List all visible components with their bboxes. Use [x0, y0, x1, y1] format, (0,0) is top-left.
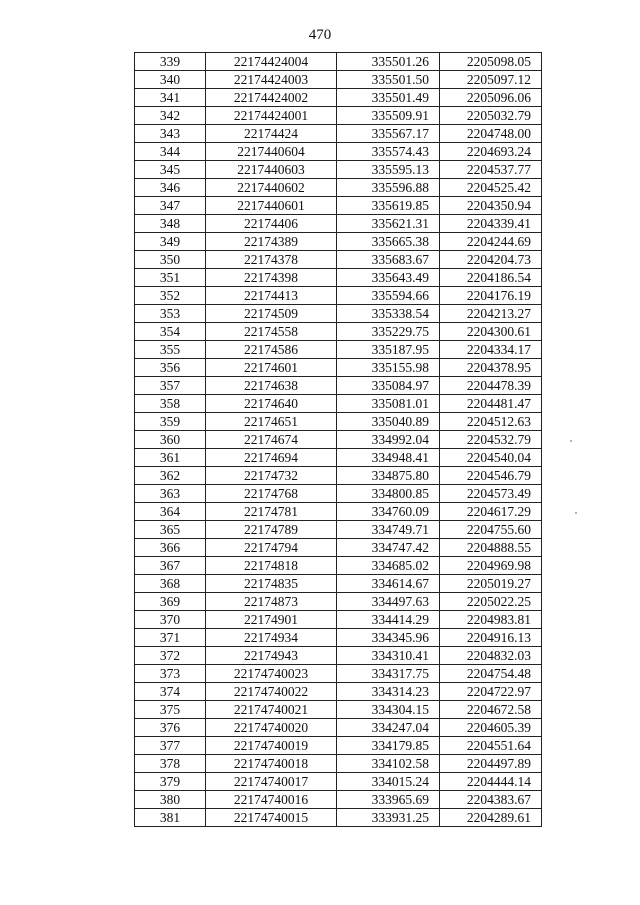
x-coordinate-cell: 335596.88	[337, 179, 440, 197]
point-id-cell: 22174424004	[206, 53, 337, 71]
table-row	[135, 143, 542, 161]
x-coordinate-cell: 335155.98	[337, 359, 440, 377]
y-coordinate-cell: 2204754.48	[440, 665, 542, 683]
x-coordinate-cell: 334304.15	[337, 701, 440, 719]
table-row	[135, 215, 542, 233]
point-id-cell: 22174740022	[206, 683, 337, 701]
row-number-cell: 342	[135, 107, 206, 125]
table-row	[135, 359, 542, 377]
x-coordinate-cell: 335040.89	[337, 413, 440, 431]
row-number-cell: 353	[135, 305, 206, 323]
x-coordinate-cell: 334875.80	[337, 467, 440, 485]
row-number-cell: 347	[135, 197, 206, 215]
row-number-cell: 343	[135, 125, 206, 143]
y-coordinate-cell: 2205098.05	[440, 53, 542, 71]
point-id-cell: 22174424	[206, 125, 337, 143]
y-coordinate-cell: 2205096.06	[440, 89, 542, 107]
y-coordinate-cell: 2204832.03	[440, 647, 542, 665]
table-row	[135, 107, 542, 125]
table-row	[135, 503, 542, 521]
row-number-cell: 381	[135, 809, 206, 827]
row-number-cell: 377	[135, 737, 206, 755]
x-coordinate-cell: 335501.49	[337, 89, 440, 107]
row-number-cell: 348	[135, 215, 206, 233]
point-id-cell: 22174934	[206, 629, 337, 647]
point-id-cell: 22174398	[206, 269, 337, 287]
x-coordinate-cell: 335229.75	[337, 323, 440, 341]
row-number-cell: 352	[135, 287, 206, 305]
y-coordinate-cell: 2204693.24	[440, 143, 542, 161]
point-id-cell: 22174389	[206, 233, 337, 251]
point-id-cell: 22174424003	[206, 71, 337, 89]
point-id-cell: 22174740018	[206, 755, 337, 773]
point-id-cell: 22174740016	[206, 791, 337, 809]
point-id-cell: 22174818	[206, 557, 337, 575]
y-coordinate-cell: 2204176.19	[440, 287, 542, 305]
row-number-cell: 356	[135, 359, 206, 377]
point-id-cell: 22174694	[206, 449, 337, 467]
point-id-cell: 22174835	[206, 575, 337, 593]
point-id-cell: 22174558	[206, 323, 337, 341]
point-id-cell: 22174873	[206, 593, 337, 611]
table-row	[135, 89, 542, 107]
table-row	[135, 755, 542, 773]
row-number-cell: 379	[135, 773, 206, 791]
point-id-cell: 22174638	[206, 377, 337, 395]
y-coordinate-cell: 2204525.42	[440, 179, 542, 197]
coordinates-table	[134, 52, 542, 827]
row-number-cell: 368	[135, 575, 206, 593]
point-id-cell: 22174413	[206, 287, 337, 305]
point-id-cell: 22174424001	[206, 107, 337, 125]
row-number-cell: 355	[135, 341, 206, 359]
row-number-cell: 372	[135, 647, 206, 665]
point-id-cell: 22174740020	[206, 719, 337, 737]
point-id-cell: 22174740021	[206, 701, 337, 719]
x-coordinate-cell: 334760.09	[337, 503, 440, 521]
row-number-cell: 346	[135, 179, 206, 197]
table-row	[135, 521, 542, 539]
y-coordinate-cell: 2205097.12	[440, 71, 542, 89]
x-coordinate-cell: 335619.85	[337, 197, 440, 215]
row-number-cell: 344	[135, 143, 206, 161]
x-coordinate-cell: 335187.95	[337, 341, 440, 359]
row-number-cell: 349	[135, 233, 206, 251]
y-coordinate-cell: 2205019.27	[440, 575, 542, 593]
y-coordinate-cell: 2205032.79	[440, 107, 542, 125]
y-coordinate-cell: 2204289.61	[440, 809, 542, 827]
table-row	[135, 161, 542, 179]
x-coordinate-cell: 334747.42	[337, 539, 440, 557]
point-id-cell: 22174794	[206, 539, 337, 557]
row-number-cell: 359	[135, 413, 206, 431]
y-coordinate-cell: 2204300.61	[440, 323, 542, 341]
table-row	[135, 467, 542, 485]
y-coordinate-cell: 2204350.94	[440, 197, 542, 215]
y-coordinate-cell: 2204478.39	[440, 377, 542, 395]
x-coordinate-cell: 334414.29	[337, 611, 440, 629]
point-id-cell: 22174674	[206, 431, 337, 449]
x-coordinate-cell: 333931.25	[337, 809, 440, 827]
row-number-cell: 340	[135, 71, 206, 89]
x-coordinate-cell: 335665.38	[337, 233, 440, 251]
row-number-cell: 363	[135, 485, 206, 503]
table-row	[135, 557, 542, 575]
table-row	[135, 287, 542, 305]
row-number-cell: 380	[135, 791, 206, 809]
row-number-cell: 369	[135, 593, 206, 611]
y-coordinate-cell: 2205022.25	[440, 593, 542, 611]
point-id-cell: 22174740017	[206, 773, 337, 791]
table-row	[135, 125, 542, 143]
point-id-cell: 22174901	[206, 611, 337, 629]
table-row	[135, 449, 542, 467]
x-coordinate-cell: 335643.49	[337, 269, 440, 287]
row-number-cell: 378	[135, 755, 206, 773]
coordinates-table-body	[135, 53, 542, 827]
point-id-cell: 22174740023	[206, 665, 337, 683]
x-coordinate-cell: 334948.41	[337, 449, 440, 467]
row-number-cell: 364	[135, 503, 206, 521]
point-id-cell: 22174640	[206, 395, 337, 413]
table-row	[135, 269, 542, 287]
x-coordinate-cell: 335501.50	[337, 71, 440, 89]
table-row	[135, 323, 542, 341]
x-coordinate-cell: 335509.91	[337, 107, 440, 125]
x-coordinate-cell: 333965.69	[337, 791, 440, 809]
table-row	[135, 377, 542, 395]
table-row	[135, 683, 542, 701]
table-row	[135, 71, 542, 89]
row-number-cell: 365	[135, 521, 206, 539]
y-coordinate-cell: 2204755.60	[440, 521, 542, 539]
x-coordinate-cell: 335084.97	[337, 377, 440, 395]
x-coordinate-cell: 335594.66	[337, 287, 440, 305]
table-row	[135, 413, 542, 431]
table-row	[135, 431, 542, 449]
x-coordinate-cell: 334749.71	[337, 521, 440, 539]
y-coordinate-cell: 2204573.49	[440, 485, 542, 503]
table-row	[135, 611, 542, 629]
point-id-cell: 22174424002	[206, 89, 337, 107]
point-id-cell: 22174789	[206, 521, 337, 539]
table-row	[135, 395, 542, 413]
point-id-cell: 22174586	[206, 341, 337, 359]
scan-speck	[575, 512, 577, 514]
table-row	[135, 737, 542, 755]
row-number-cell: 345	[135, 161, 206, 179]
table-row	[135, 593, 542, 611]
y-coordinate-cell: 2204444.14	[440, 773, 542, 791]
point-id-cell: 22174378	[206, 251, 337, 269]
y-coordinate-cell: 2204497.89	[440, 755, 542, 773]
point-id-cell: 2217440604	[206, 143, 337, 161]
row-number-cell: 362	[135, 467, 206, 485]
y-coordinate-cell: 2204481.47	[440, 395, 542, 413]
point-id-cell: 22174781	[206, 503, 337, 521]
table-row	[135, 251, 542, 269]
x-coordinate-cell: 334497.63	[337, 593, 440, 611]
x-coordinate-cell: 334179.85	[337, 737, 440, 755]
point-id-cell: 22174732	[206, 467, 337, 485]
table-row	[135, 233, 542, 251]
y-coordinate-cell: 2204512.63	[440, 413, 542, 431]
y-coordinate-cell: 2204339.41	[440, 215, 542, 233]
table-row	[135, 701, 542, 719]
y-coordinate-cell: 2204546.79	[440, 467, 542, 485]
point-id-cell: 22174601	[206, 359, 337, 377]
row-number-cell: 371	[135, 629, 206, 647]
y-coordinate-cell: 2204983.81	[440, 611, 542, 629]
x-coordinate-cell: 334310.41	[337, 647, 440, 665]
point-id-cell: 22174740015	[206, 809, 337, 827]
row-number-cell: 375	[135, 701, 206, 719]
row-number-cell: 361	[135, 449, 206, 467]
table-row	[135, 629, 542, 647]
table-row	[135, 773, 542, 791]
x-coordinate-cell: 334317.75	[337, 665, 440, 683]
table-row	[135, 647, 542, 665]
x-coordinate-cell: 334345.96	[337, 629, 440, 647]
table-row	[135, 539, 542, 557]
row-number-cell: 351	[135, 269, 206, 287]
point-id-cell: 22174509	[206, 305, 337, 323]
y-coordinate-cell: 2204969.98	[440, 557, 542, 575]
x-coordinate-cell: 334685.02	[337, 557, 440, 575]
point-id-cell: 22174943	[206, 647, 337, 665]
y-coordinate-cell: 2204537.77	[440, 161, 542, 179]
row-number-cell: 370	[135, 611, 206, 629]
y-coordinate-cell: 2204186.54	[440, 269, 542, 287]
row-number-cell: 374	[135, 683, 206, 701]
table-row	[135, 575, 542, 593]
page-number: 470	[308, 27, 332, 43]
point-id-cell: 22174406	[206, 215, 337, 233]
x-coordinate-cell: 335338.54	[337, 305, 440, 323]
table-row	[135, 485, 542, 503]
row-number-cell: 376	[135, 719, 206, 737]
x-coordinate-cell: 334800.85	[337, 485, 440, 503]
table-row	[135, 665, 542, 683]
y-coordinate-cell: 2204916.13	[440, 629, 542, 647]
point-id-cell: 2217440602	[206, 179, 337, 197]
row-number-cell: 350	[135, 251, 206, 269]
y-coordinate-cell: 2204334.17	[440, 341, 542, 359]
x-coordinate-cell: 335621.31	[337, 215, 440, 233]
point-id-cell: 2217440601	[206, 197, 337, 215]
y-coordinate-cell: 2204748.00	[440, 125, 542, 143]
table-row	[135, 53, 542, 71]
y-coordinate-cell: 2204605.39	[440, 719, 542, 737]
table-row	[135, 791, 542, 809]
row-number-cell: 357	[135, 377, 206, 395]
table-row	[135, 341, 542, 359]
scan-speck	[570, 440, 572, 442]
x-coordinate-cell: 335081.01	[337, 395, 440, 413]
table-row	[135, 305, 542, 323]
row-number-cell: 373	[135, 665, 206, 683]
y-coordinate-cell: 2204722.97	[440, 683, 542, 701]
row-number-cell: 358	[135, 395, 206, 413]
row-number-cell: 366	[135, 539, 206, 557]
row-number-cell: 341	[135, 89, 206, 107]
table-row	[135, 809, 542, 827]
y-coordinate-cell: 2204551.64	[440, 737, 542, 755]
row-number-cell: 360	[135, 431, 206, 449]
point-id-cell: 22174651	[206, 413, 337, 431]
point-id-cell: 22174768	[206, 485, 337, 503]
x-coordinate-cell: 334247.04	[337, 719, 440, 737]
y-coordinate-cell: 2204888.55	[440, 539, 542, 557]
y-coordinate-cell: 2204532.79	[440, 431, 542, 449]
x-coordinate-cell: 335567.17	[337, 125, 440, 143]
x-coordinate-cell: 334102.58	[337, 755, 440, 773]
y-coordinate-cell: 2204672.58	[440, 701, 542, 719]
y-coordinate-cell: 2204540.04	[440, 449, 542, 467]
x-coordinate-cell: 334614.67	[337, 575, 440, 593]
y-coordinate-cell: 2204617.29	[440, 503, 542, 521]
row-number-cell: 339	[135, 53, 206, 71]
point-id-cell: 2217440603	[206, 161, 337, 179]
point-id-cell: 22174740019	[206, 737, 337, 755]
x-coordinate-cell: 335501.26	[337, 53, 440, 71]
x-coordinate-cell: 334015.24	[337, 773, 440, 791]
x-coordinate-cell: 335574.43	[337, 143, 440, 161]
x-coordinate-cell: 334992.04	[337, 431, 440, 449]
row-number-cell: 367	[135, 557, 206, 575]
y-coordinate-cell: 2204378.95	[440, 359, 542, 377]
table-row	[135, 197, 542, 215]
x-coordinate-cell: 335683.67	[337, 251, 440, 269]
x-coordinate-cell: 335595.13	[337, 161, 440, 179]
y-coordinate-cell: 2204213.27	[440, 305, 542, 323]
x-coordinate-cell: 334314.23	[337, 683, 440, 701]
table-row	[135, 719, 542, 737]
table-row	[135, 179, 542, 197]
y-coordinate-cell: 2204244.69	[440, 233, 542, 251]
row-number-cell: 354	[135, 323, 206, 341]
y-coordinate-cell: 2204204.73	[440, 251, 542, 269]
y-coordinate-cell: 2204383.67	[440, 791, 542, 809]
